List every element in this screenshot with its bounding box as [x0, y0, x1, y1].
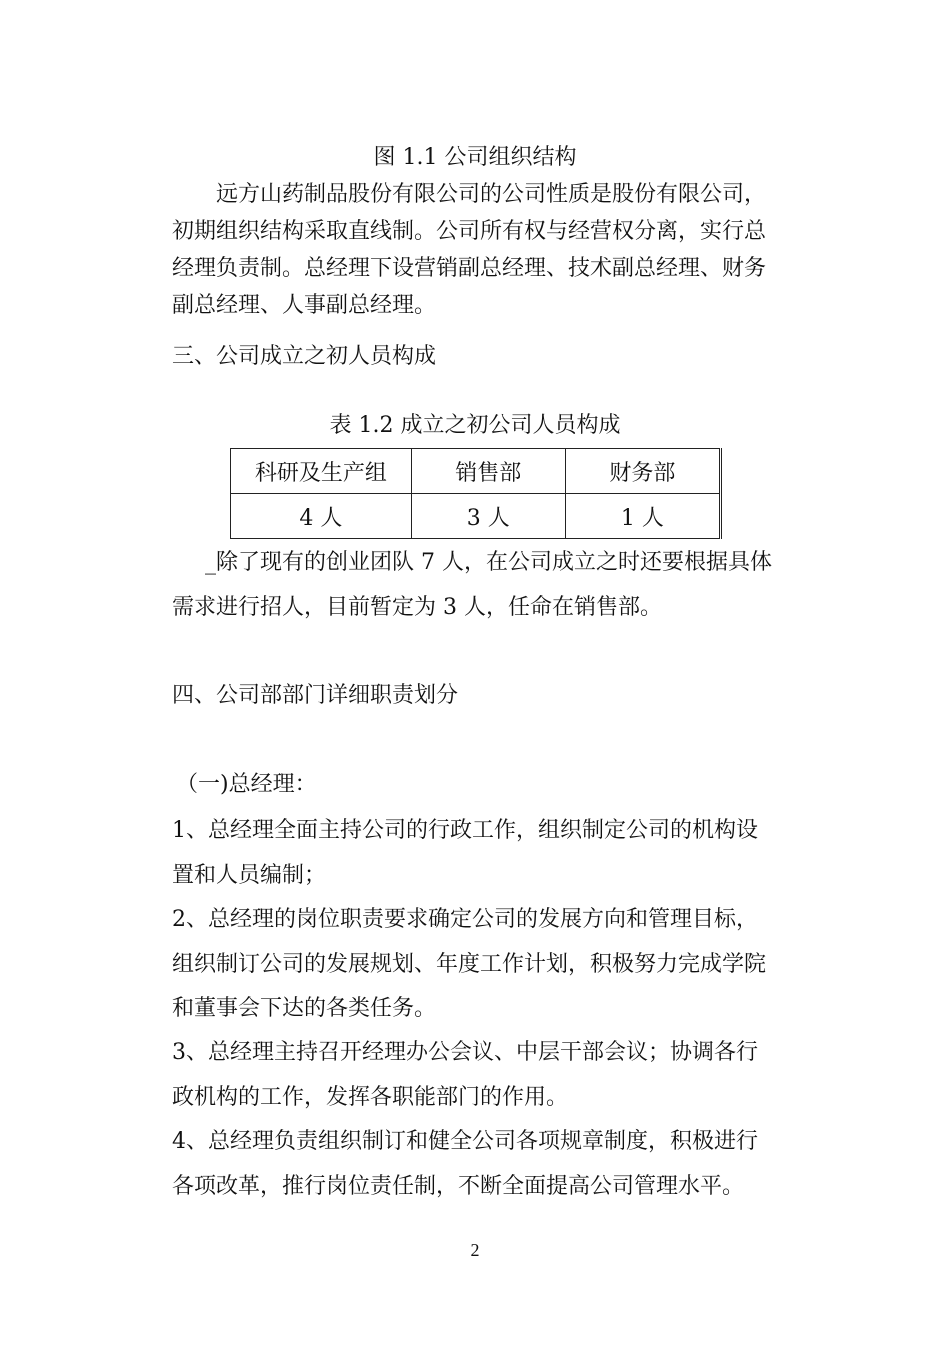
table-header-cell: 财务部 — [565, 449, 720, 494]
duty-line: 4、总经理负责组织制订和健全公司各项规章制度，积极进行 — [172, 1129, 758, 1154]
duty-line: 3、总经理主持召开经理办公会议、中层干部会议；协调各行 — [172, 1040, 758, 1065]
table-cell: 3 人 — [411, 494, 565, 539]
intro-line: 经理负责制。总经理下设营销副总经理、技术副总经理、财务 — [172, 256, 767, 281]
table-caption: 表 1.2 成立之初公司人员构成 — [329, 413, 621, 438]
intro-line: 副总经理、人事副总经理。 — [172, 293, 437, 318]
duty-line: 置和人员编制； — [172, 863, 327, 888]
intro-line: 初期组织结构采取直线制。公司所有权与经营权分离，实行总 — [172, 219, 767, 244]
duty-line: 组织制订公司的发展规划、年度工作计划，积极努力完成学院 — [172, 952, 767, 977]
table-cell: 1 人 — [565, 494, 720, 539]
duty-line: 2、总经理的岗位职责要求确定公司的发展方向和管理目标， — [172, 907, 758, 932]
duty-line: 各项改革，推行岗位责任制，不断全面提高公司管理水平。 — [172, 1174, 745, 1199]
staff-table — [230, 448, 722, 539]
duty-line: 1、总经理全面主持公司的行政工作，组织制定公司的机构设 — [172, 818, 758, 843]
intro-line: 远方山药制品股份有限公司的公司性质是股份有限公司， — [216, 182, 767, 207]
section-heading: 三、公司成立之初人员构成 — [172, 344, 437, 369]
table-row — [231, 494, 721, 539]
section-heading: 四、公司部部门详细职责划分 — [172, 683, 459, 708]
duty-line: 和董事会下达的各类任务。 — [172, 996, 437, 1021]
staff-paragraph-line: _除了现有的创业团队 7 人，在公司成立之时还要根据具体 — [205, 550, 772, 575]
table-header-row — [231, 449, 721, 494]
table-header-cell: 科研及生产组 — [231, 449, 412, 494]
staff-paragraph-line: 需求进行招人，目前暂定为 3 人，任命在销售部。 — [172, 595, 662, 620]
duty-line: 政机构的工作，发挥各职能部门的作用。 — [172, 1085, 569, 1110]
subsection-heading: （一)总经理： — [176, 772, 317, 797]
page-number: 2 — [470, 1240, 480, 1260]
table-cell: 4 人 — [231, 494, 412, 539]
figure-caption: 图 1.1 公司组织结构 — [373, 145, 577, 170]
table-header-cell: 销售部 — [411, 449, 565, 494]
